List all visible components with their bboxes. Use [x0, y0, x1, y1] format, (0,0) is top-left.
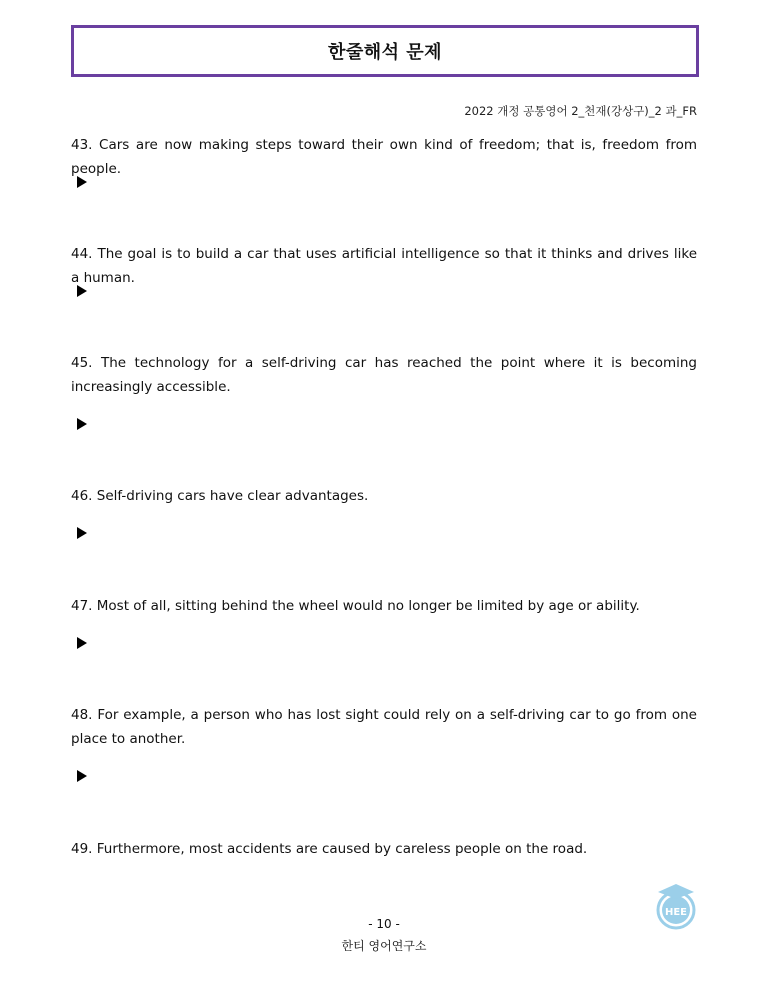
- answer-marker-icon: [77, 637, 87, 649]
- question-43: 43. Cars are now making steps toward their own kind of freedom; that is, freedom from people.: [71, 137, 697, 177]
- answer-marker-icon: [77, 770, 87, 782]
- answer-marker-icon: [77, 176, 87, 188]
- question-45: 45. The technology for a self-driving car has reached the point where it is becoming increasingly accessible.: [71, 355, 697, 395]
- answer-marker-icon: [77, 285, 87, 297]
- question-49: 49. Furthermore, most accidents are caused by careless people on the road.: [71, 841, 588, 857]
- title-box: [71, 25, 699, 77]
- page-number: - 10 -: [368, 917, 400, 931]
- question-47: 47. Most of all, sitting behind the wheel would no longer be limited by age or ability.: [71, 598, 640, 614]
- question-46: 46. Self-driving cars have clear advantages.: [71, 488, 369, 504]
- page-title: 한줄해석 문제: [327, 42, 443, 63]
- answer-marker-icon: [77, 418, 87, 430]
- organization-name: 한티 영어연구소: [341, 939, 427, 953]
- question-48: 48. For example, a person who has lost sight could rely on a self-driving car to go from one place to another.: [71, 707, 697, 747]
- question-44: 44. The goal is to build a car that uses artificial intelligence so that it thinks and drives like a human.: [71, 246, 697, 286]
- logo-text: HEE: [664, 907, 688, 918]
- answer-marker-icon: [77, 527, 87, 539]
- document-subtitle: 2022 개정 공통영어 2_천재(강상구)_2 과_FR: [464, 104, 697, 118]
